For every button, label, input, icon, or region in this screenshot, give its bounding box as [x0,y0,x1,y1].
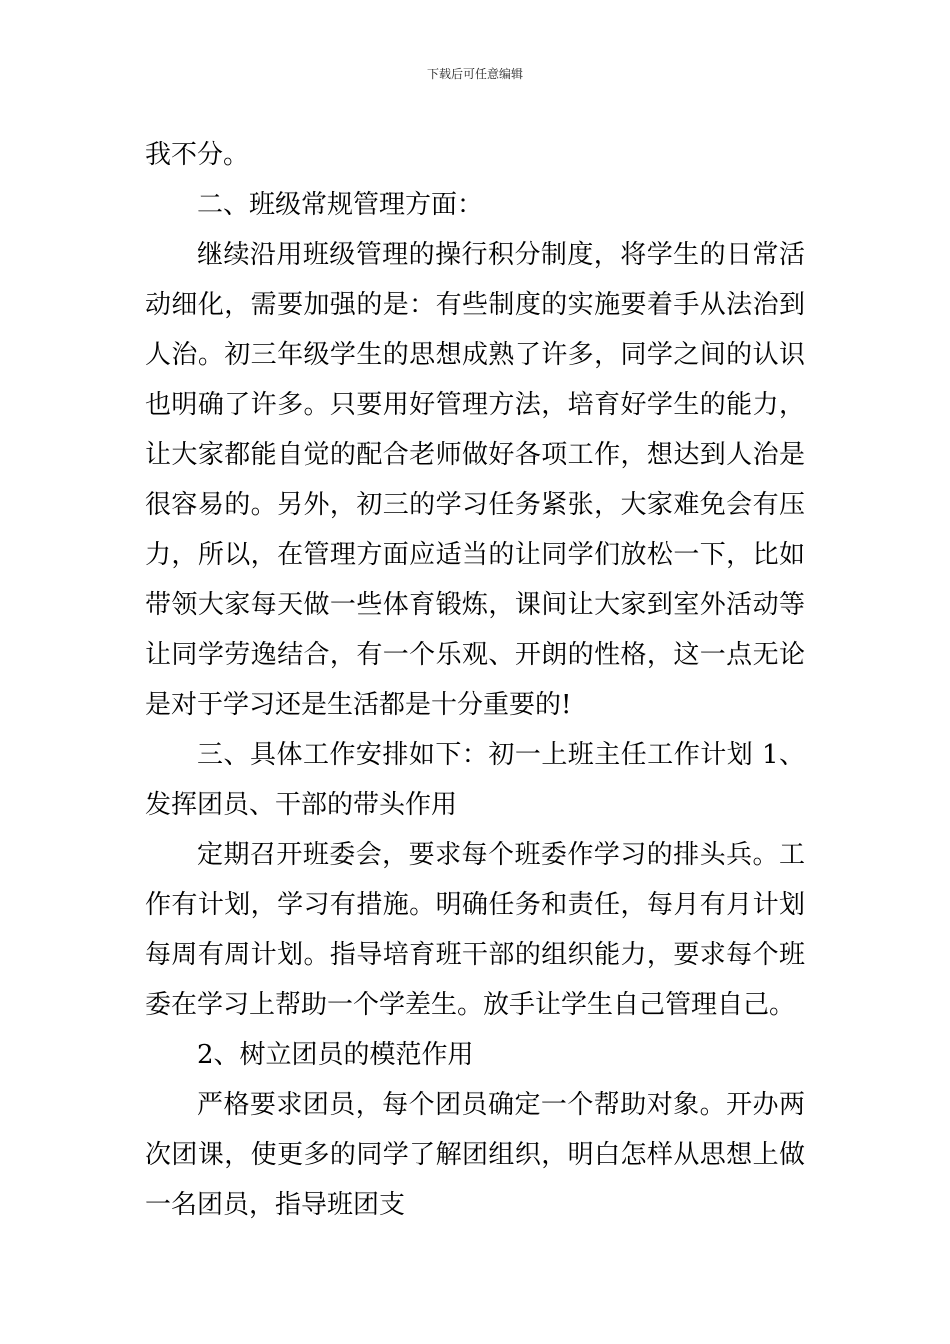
subheading-member-role: 2、树立团员的模范作用 [197,1040,474,1070]
document-body [145,130,805,1230]
paragraph-class-management: 继续沿用班级管理的操行积分制度，将学生的日常活动细化，需要加强的是：有些制度的实施要着手从法治到人治。初三年级学生的思想成熟了许多，同学之间的认识也明确了许多。只要用好管理方法，培育好学生的能力，让大家都能自觉的配合老师做好各项工作，想达到人治是很容易的。另外，初三的学习任务紧张，大家难免会有压力，所以，在管理方面应适当的让同学们放松一下，比如带领大家每天做一些体育锻炼，课间让大家到室外活动等让同学劳逸结合，有一个乐观、开朗的性格，这一点无论是对于学习还是生活都是十分重要的! [145,240,805,720]
paragraph-class-committee: 定期召开班委会，要求每个班委作学习的排头兵。工作有计划，学习有措施。明确任务和责任，每月有月计划每周有周计划。指导培育班干部的组织能力，要求每个班委在学习上帮助一个学差生。放手让学生自己管理自己。 [145,840,805,1020]
section-heading-work-arrangement: 三、具体工作安排如下：初一上班主任工作计划 1、发挥团员、干部的带头作用 [145,740,805,820]
page-header: 下载后可任意编辑 [426,67,523,81]
paragraph-1: 我不分。 [145,140,250,170]
paragraph-member-requirements: 严格要求团员，每个团员确定一个帮助对象。开办两次团课，使更多的同学了解团组织，明白怎样从思想上做一名团员，指导班团支 [145,1090,805,1220]
section-heading-class-management: 二、班级常规管理方面： [197,190,484,220]
